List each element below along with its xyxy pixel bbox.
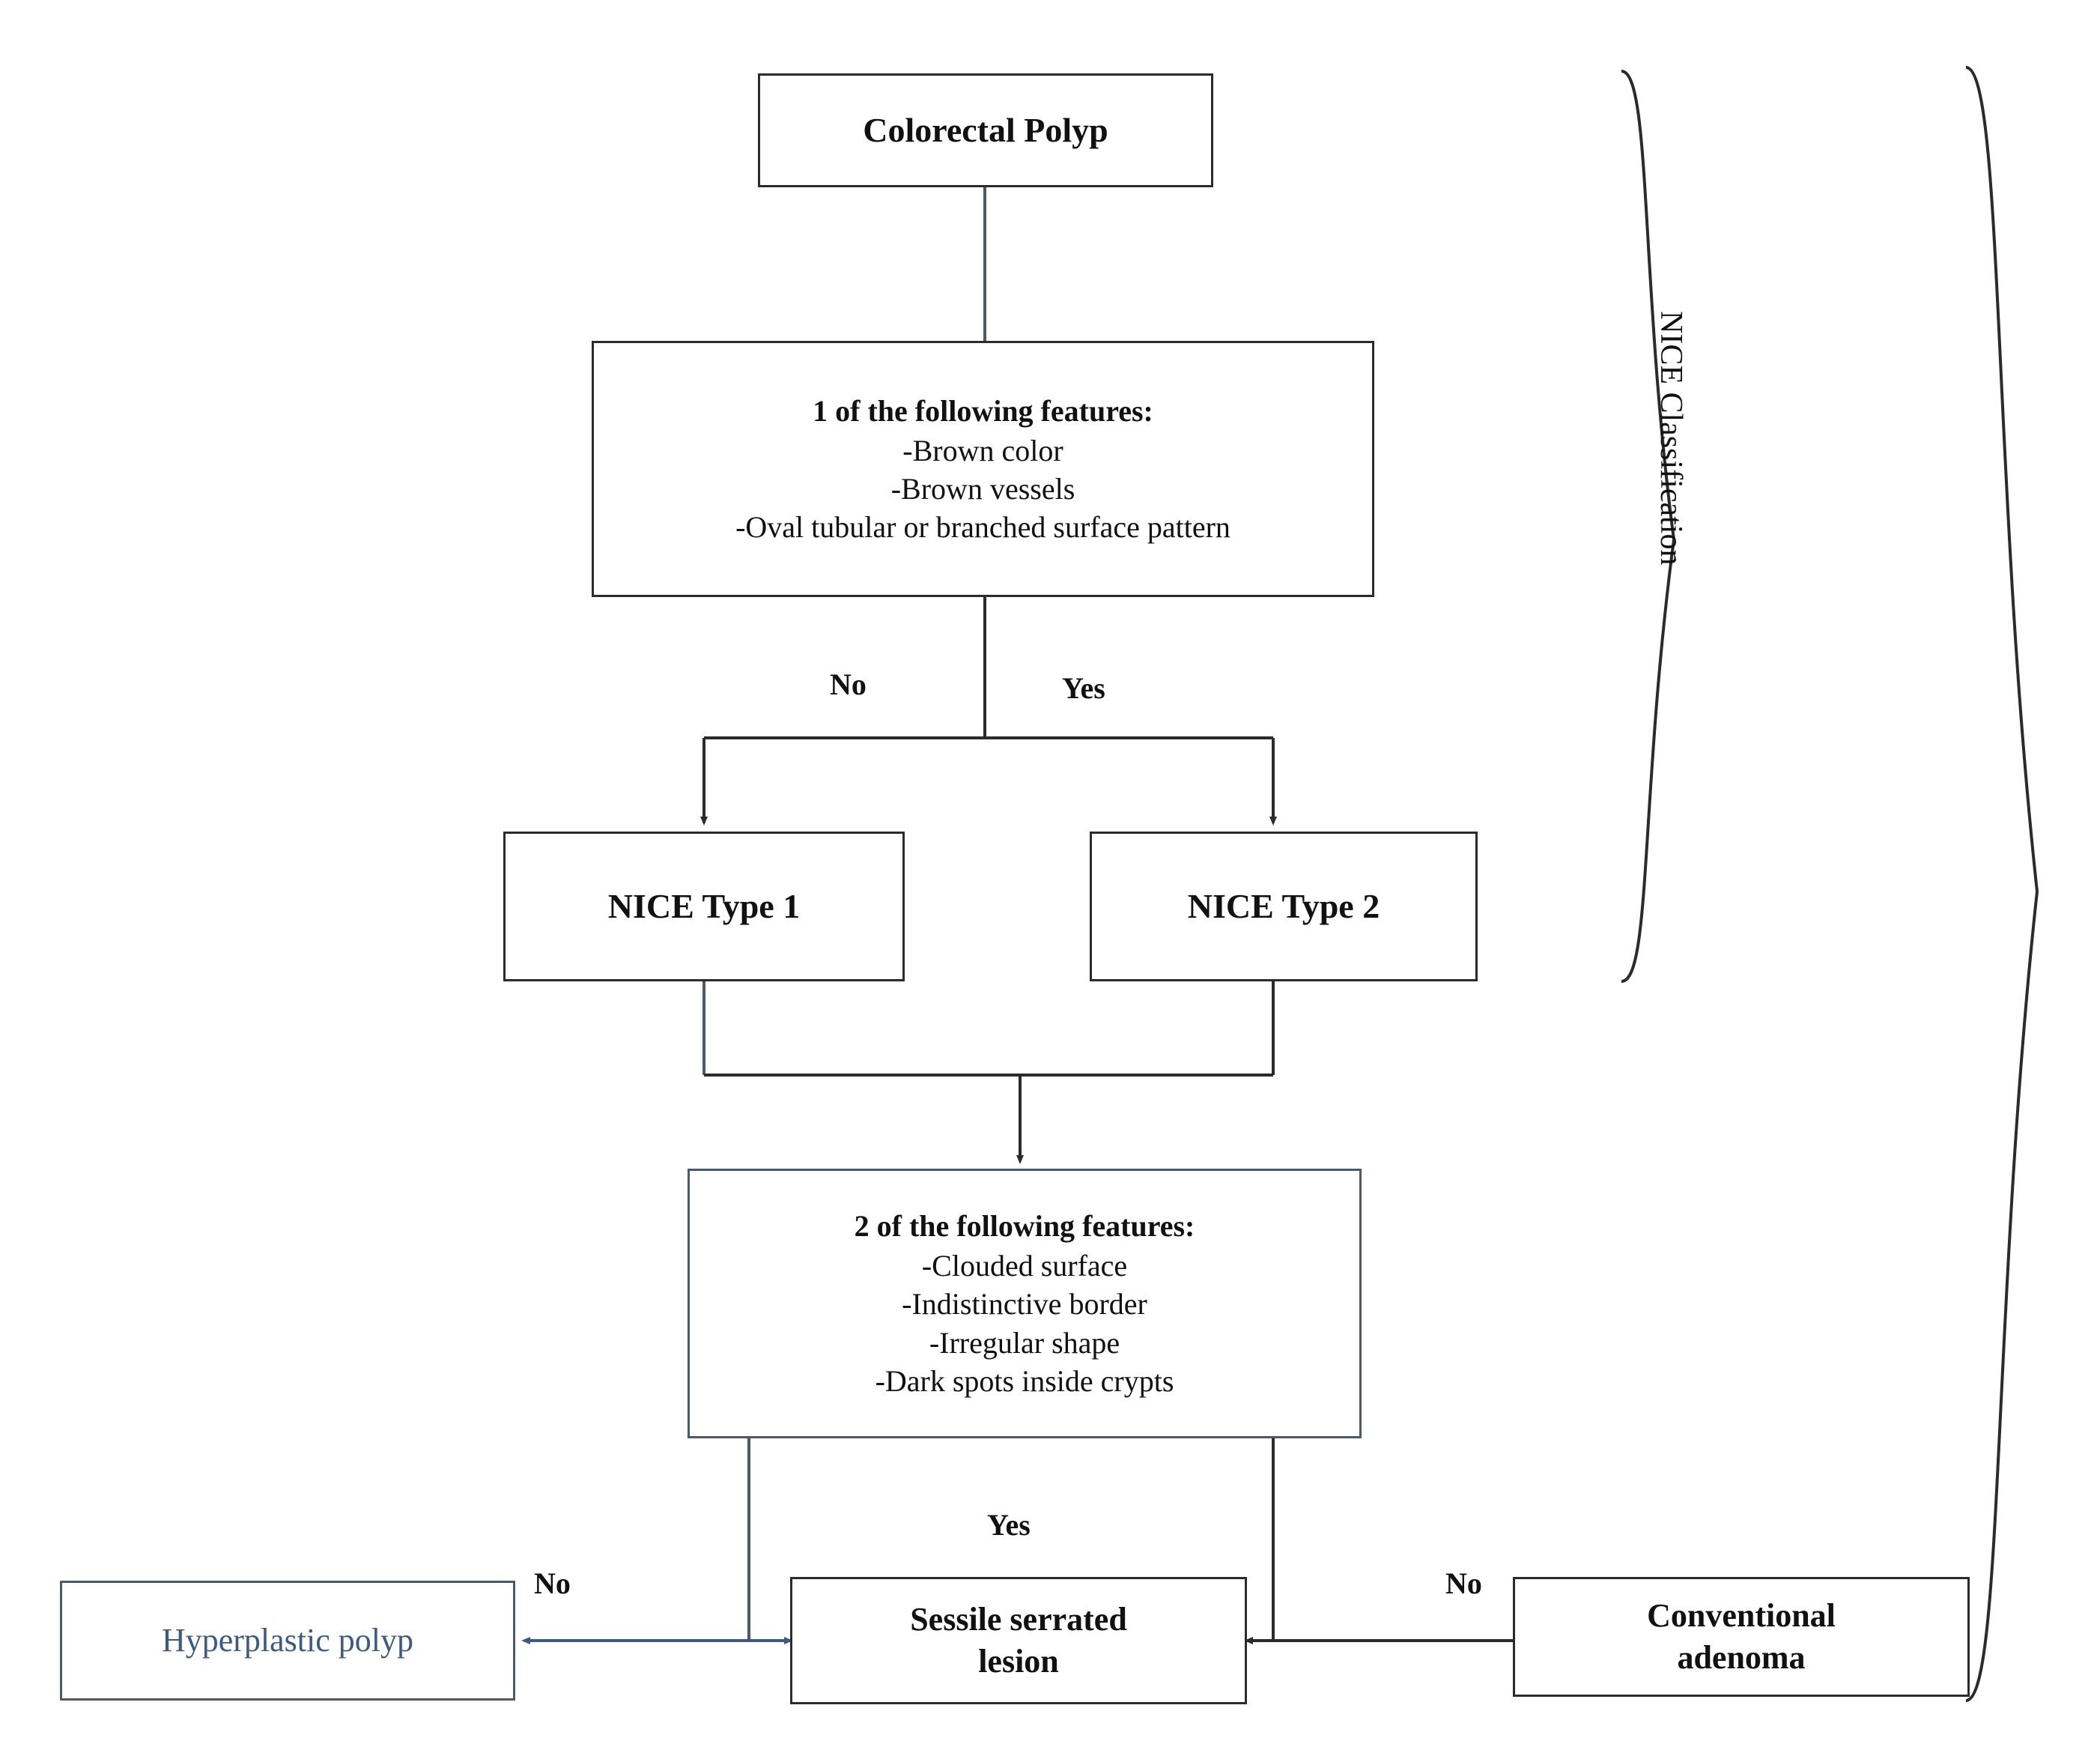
node-colorectal-polyp-label: Colorectal Polyp [863,110,1108,149]
features-2-line-4: -Dark spots inside crypts [875,1363,1174,1398]
brace-label-nice-classification: NICE Classification [1654,311,1688,566]
edge-label-yes-mid: Yes [987,1508,1031,1542]
features-1-line-3: -Oval tubular or branched surface pattern [735,510,1230,545]
node-sessile-serrated-lesion [790,1577,1247,1704]
node-hyperplastic-polyp [60,1581,515,1701]
features-1-line-1: -Brown color [902,433,1063,467]
node-conventional-line-2: adenoma [1677,1639,1806,1676]
features-2-line-1: -Clouded surface [921,1249,1128,1283]
node-features-1 [592,341,1374,597]
features-2-line-3: -Irregular shape [929,1325,1120,1360]
edge-label-no-bottom-right: No [1445,1566,1482,1600]
node-nice-type-2-label: NICE Type 2 [1187,886,1380,925]
edge-label-yes-top: Yes [1062,671,1105,705]
node-features-2 [688,1169,1362,1438]
node-nice-type-2 [1090,832,1478,981]
node-hyperplastic-polyp-label: Hyperplastic polyp [161,1621,414,1659]
features-1-line-2: -Brown vessels [890,472,1075,506]
edge-label-no-left: No [830,667,867,701]
features-1-head: 1 of the following features: [813,393,1153,428]
edge-label-no-bottom-left: No [534,1566,571,1600]
node-conventional-adenoma [1513,1577,1970,1697]
node-conventional-line-1: Conventional [1647,1596,1836,1634]
node-sessile-line-2: lesion [978,1643,1059,1680]
features-2-line-2: -Indistinctive border [902,1287,1147,1321]
node-nice-type-1-label: NICE Type 1 [607,886,801,925]
features-2-head: 2 of the following features: [854,1209,1195,1244]
node-colorectal-polyp [758,73,1213,187]
node-nice-type-1 [503,832,905,981]
node-sessile-line-1: Sessile serrated [910,1600,1127,1638]
